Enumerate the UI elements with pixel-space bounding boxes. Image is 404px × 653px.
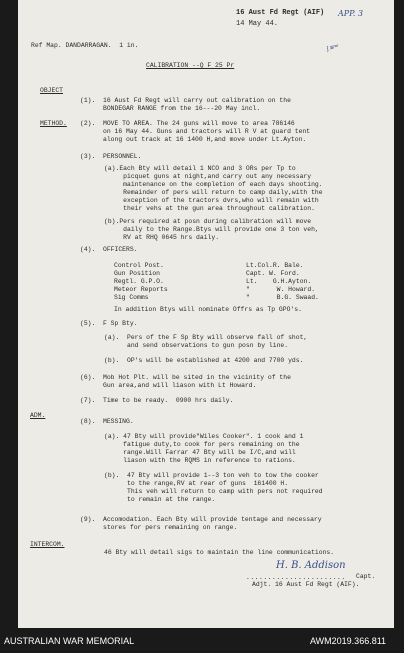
handwritten-signature: H. B. Addison xyxy=(276,560,346,571)
document-page xyxy=(18,0,394,628)
heading-adm: ADM. xyxy=(30,412,46,419)
officer-name-0: Lt.Col.R. Bale. xyxy=(246,262,304,269)
para-1-line-2: BONDEGAR RANGE from the 16---20 May incl. xyxy=(80,105,261,112)
appendix-annotation: APP. 3 xyxy=(338,9,364,18)
para-9-line-2: stores for pers remaining on range. xyxy=(80,524,238,531)
heading-intercom: INTERCOM. xyxy=(30,541,65,548)
para-3a-line-1: (a).Each Bty will detail 1 NCO and 3 ORs per Tp to xyxy=(104,165,296,172)
para-6-line-1: (6). Mob Hot Plt. will be sited in the vicinity of the xyxy=(80,374,291,381)
para-4-heading: (4). OFFICERS. xyxy=(80,246,138,253)
officer-name-1: Capt. W. Ford. xyxy=(246,270,300,277)
para-2-line-2: on 16 May 44. Guns and tractors will R V at guard tent xyxy=(80,128,311,135)
signature-dotted-line: ....................... xyxy=(246,574,346,581)
footer-accession-number: AWM2019.366.811 xyxy=(310,636,387,646)
para-3a-line-3: maintenance on the completion of each days shooting. xyxy=(104,181,323,188)
archive-footer xyxy=(0,628,404,653)
officer-name-3: " W. Howard. xyxy=(246,286,316,293)
officer-role-4: Sig Comms xyxy=(114,294,149,301)
para-5-heading: (5). F Sp Bty. xyxy=(80,320,138,327)
para-8-heading: (8). MESSING. xyxy=(80,418,134,425)
para-8b-line-1: (b). 47 Bty will provide 1--3 ton veh to tow the cooker xyxy=(104,472,319,479)
para-3a-line-4: Remainder of pers will return to camp daily,with the xyxy=(104,189,323,196)
officer-role-0: Control Post. xyxy=(114,262,164,269)
signature-title: Adjt. 16 Aust Fd Regt (AIF). xyxy=(252,581,360,588)
officer-name-2: Lt. G.H.Ayton. xyxy=(246,278,312,285)
para-5b: (b). OP's will be established at 4200 and 7700 yds. xyxy=(104,357,304,364)
footer-institution: AUSTRALIAN WAR MEMORIAL xyxy=(4,636,135,646)
para-8a-line-4: liason with the RQMS in reference to rations. xyxy=(104,457,296,464)
unit-header: 16 Aust Fd Regt (AIF) xyxy=(236,9,325,17)
para-3a-line-2: picquet guns at night,and carry out any necessary xyxy=(104,173,312,180)
para-5a-line-1: (a). Pers of the F Sp Bty will observe fall of shot, xyxy=(104,334,308,341)
para-3b-line-2: daily to the Range.Btys will provide one 3 ton veh, xyxy=(104,226,319,233)
heading-object: OBJECT xyxy=(40,87,64,94)
para-1-line-1: (1). 16 Aust Fd Regt will carry out calibration on the xyxy=(80,97,291,104)
handwritten-mark: ∫≅≈ xyxy=(325,41,340,54)
para-9-line-1: (9). Accomodation. Each Bty will provide tentage and necessary xyxy=(80,516,322,523)
intercom-text: 46 Bty will detail sigs to maintain the line communications. xyxy=(104,549,335,556)
para-8b-line-4: to remain at the range. xyxy=(104,496,216,503)
heading-method: METHOD. xyxy=(40,120,67,127)
para-3-heading: (3). PERSONNEL. xyxy=(80,153,142,160)
document-date: 14 May 44. xyxy=(236,20,279,28)
document-title: CALIBRATION --Q F 25 Pr xyxy=(146,62,235,69)
officer-name-4: " B.G. Swaad. xyxy=(246,294,319,301)
para-8a-line-2: fatigue duty,to cook for pers remaining on the xyxy=(104,441,300,448)
para-4-note: In addition Btys will nominate Offrs as Tp GPO's. xyxy=(114,306,302,313)
para-8a-line-3: range.Will Farrar 47 Bty will be I/C,and will xyxy=(104,449,296,456)
para-8b-line-2: to the range,RV at rear of guns 161400 H. xyxy=(104,480,289,487)
para-3a-line-6: their vehs at the gun area throughout calibration. xyxy=(104,205,315,212)
para-2-line-3: along out track at 16 1400 H,and move under Lt.Ayton. xyxy=(80,136,307,143)
signature-rank: Capt. xyxy=(356,573,376,580)
para-8a-line-1: (a). 47 Bty will provide"Wiles Cooker". 1 cook and 1 xyxy=(104,433,304,440)
para-3a-line-5: exception of the tractors dvrs,who will remain with xyxy=(104,197,319,204)
officer-role-2: Regtl. G.P.O. xyxy=(114,278,164,285)
para-7: (7). Time to be ready. 0900 hrs daily. xyxy=(80,397,234,404)
officer-role-3: Meteor Reports xyxy=(114,286,168,293)
officer-role-1: Gun Position xyxy=(114,270,161,277)
ref-map: Ref Map. DANDARRAGAN. 1 in. xyxy=(31,42,139,49)
para-2-line-1: (2). MOVE TO AREA. The 24 guns will move to area 786146 xyxy=(80,120,295,127)
para-3b-line-1: (b).Pers required at posn during calibration will move xyxy=(104,218,312,225)
para-8b-line-3: This veh will return to camp with pers not required xyxy=(104,488,323,495)
para-6-line-2: Gun area,and will liason with Lt Howard. xyxy=(80,382,257,389)
para-5a-line-2: and send observations to gun posn by line. xyxy=(104,342,289,349)
para-3b-line-3: RV at RHQ 0645 hrs daily. xyxy=(104,234,220,241)
